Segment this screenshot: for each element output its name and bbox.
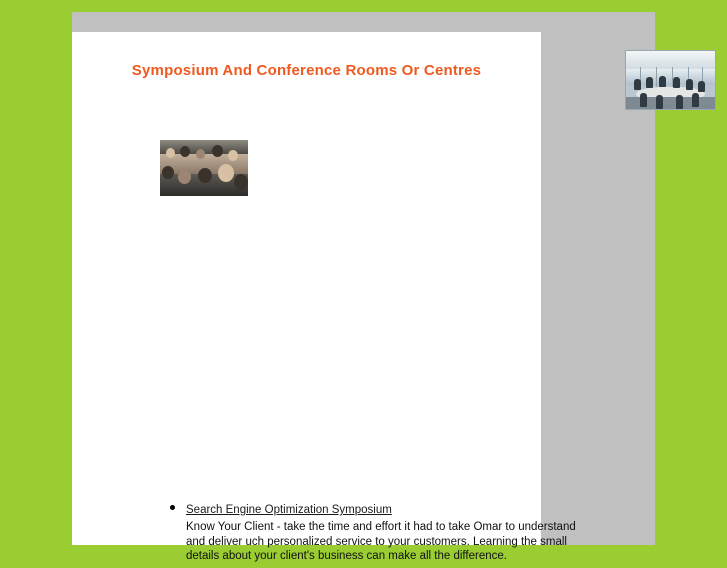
bullet-icon [170,505,175,510]
photo-person [698,81,705,92]
audience-head [180,146,190,157]
photo-person [673,77,680,88]
photo-person [646,77,653,88]
audience-head [166,148,175,158]
audience-head [162,166,174,179]
photo-person [659,76,666,87]
link-list [160,500,600,568]
audience-head [234,174,248,190]
conference-room-photo [625,50,716,110]
audience-head [178,170,191,184]
list-item-link[interactable]: Search Engine Optimization Symposium [186,504,392,516]
photo-person [640,93,647,107]
list-item [160,500,600,564]
audience-photo [160,140,248,196]
photo-person [656,95,663,109]
photo-person [676,95,683,109]
audience-head [228,150,238,161]
photo-person [692,93,699,107]
audience-head [198,168,212,183]
photo-person [634,79,641,90]
audience-head [218,164,234,182]
photo-window-mullion [656,67,657,87]
photo-person [686,79,693,90]
content-area [72,32,576,562]
audience-head [212,145,223,157]
audience-head [196,149,205,159]
list-item-text: Know Your Client - take the time and effort it had to take Omar to understand and deliver uch personalized service to your customers. Learning the small details about your client's business can make all the difference. [186,521,576,562]
page-sheet [72,12,655,562]
page-title: Symposium And Conference Rooms Or Centres [131,62,482,79]
